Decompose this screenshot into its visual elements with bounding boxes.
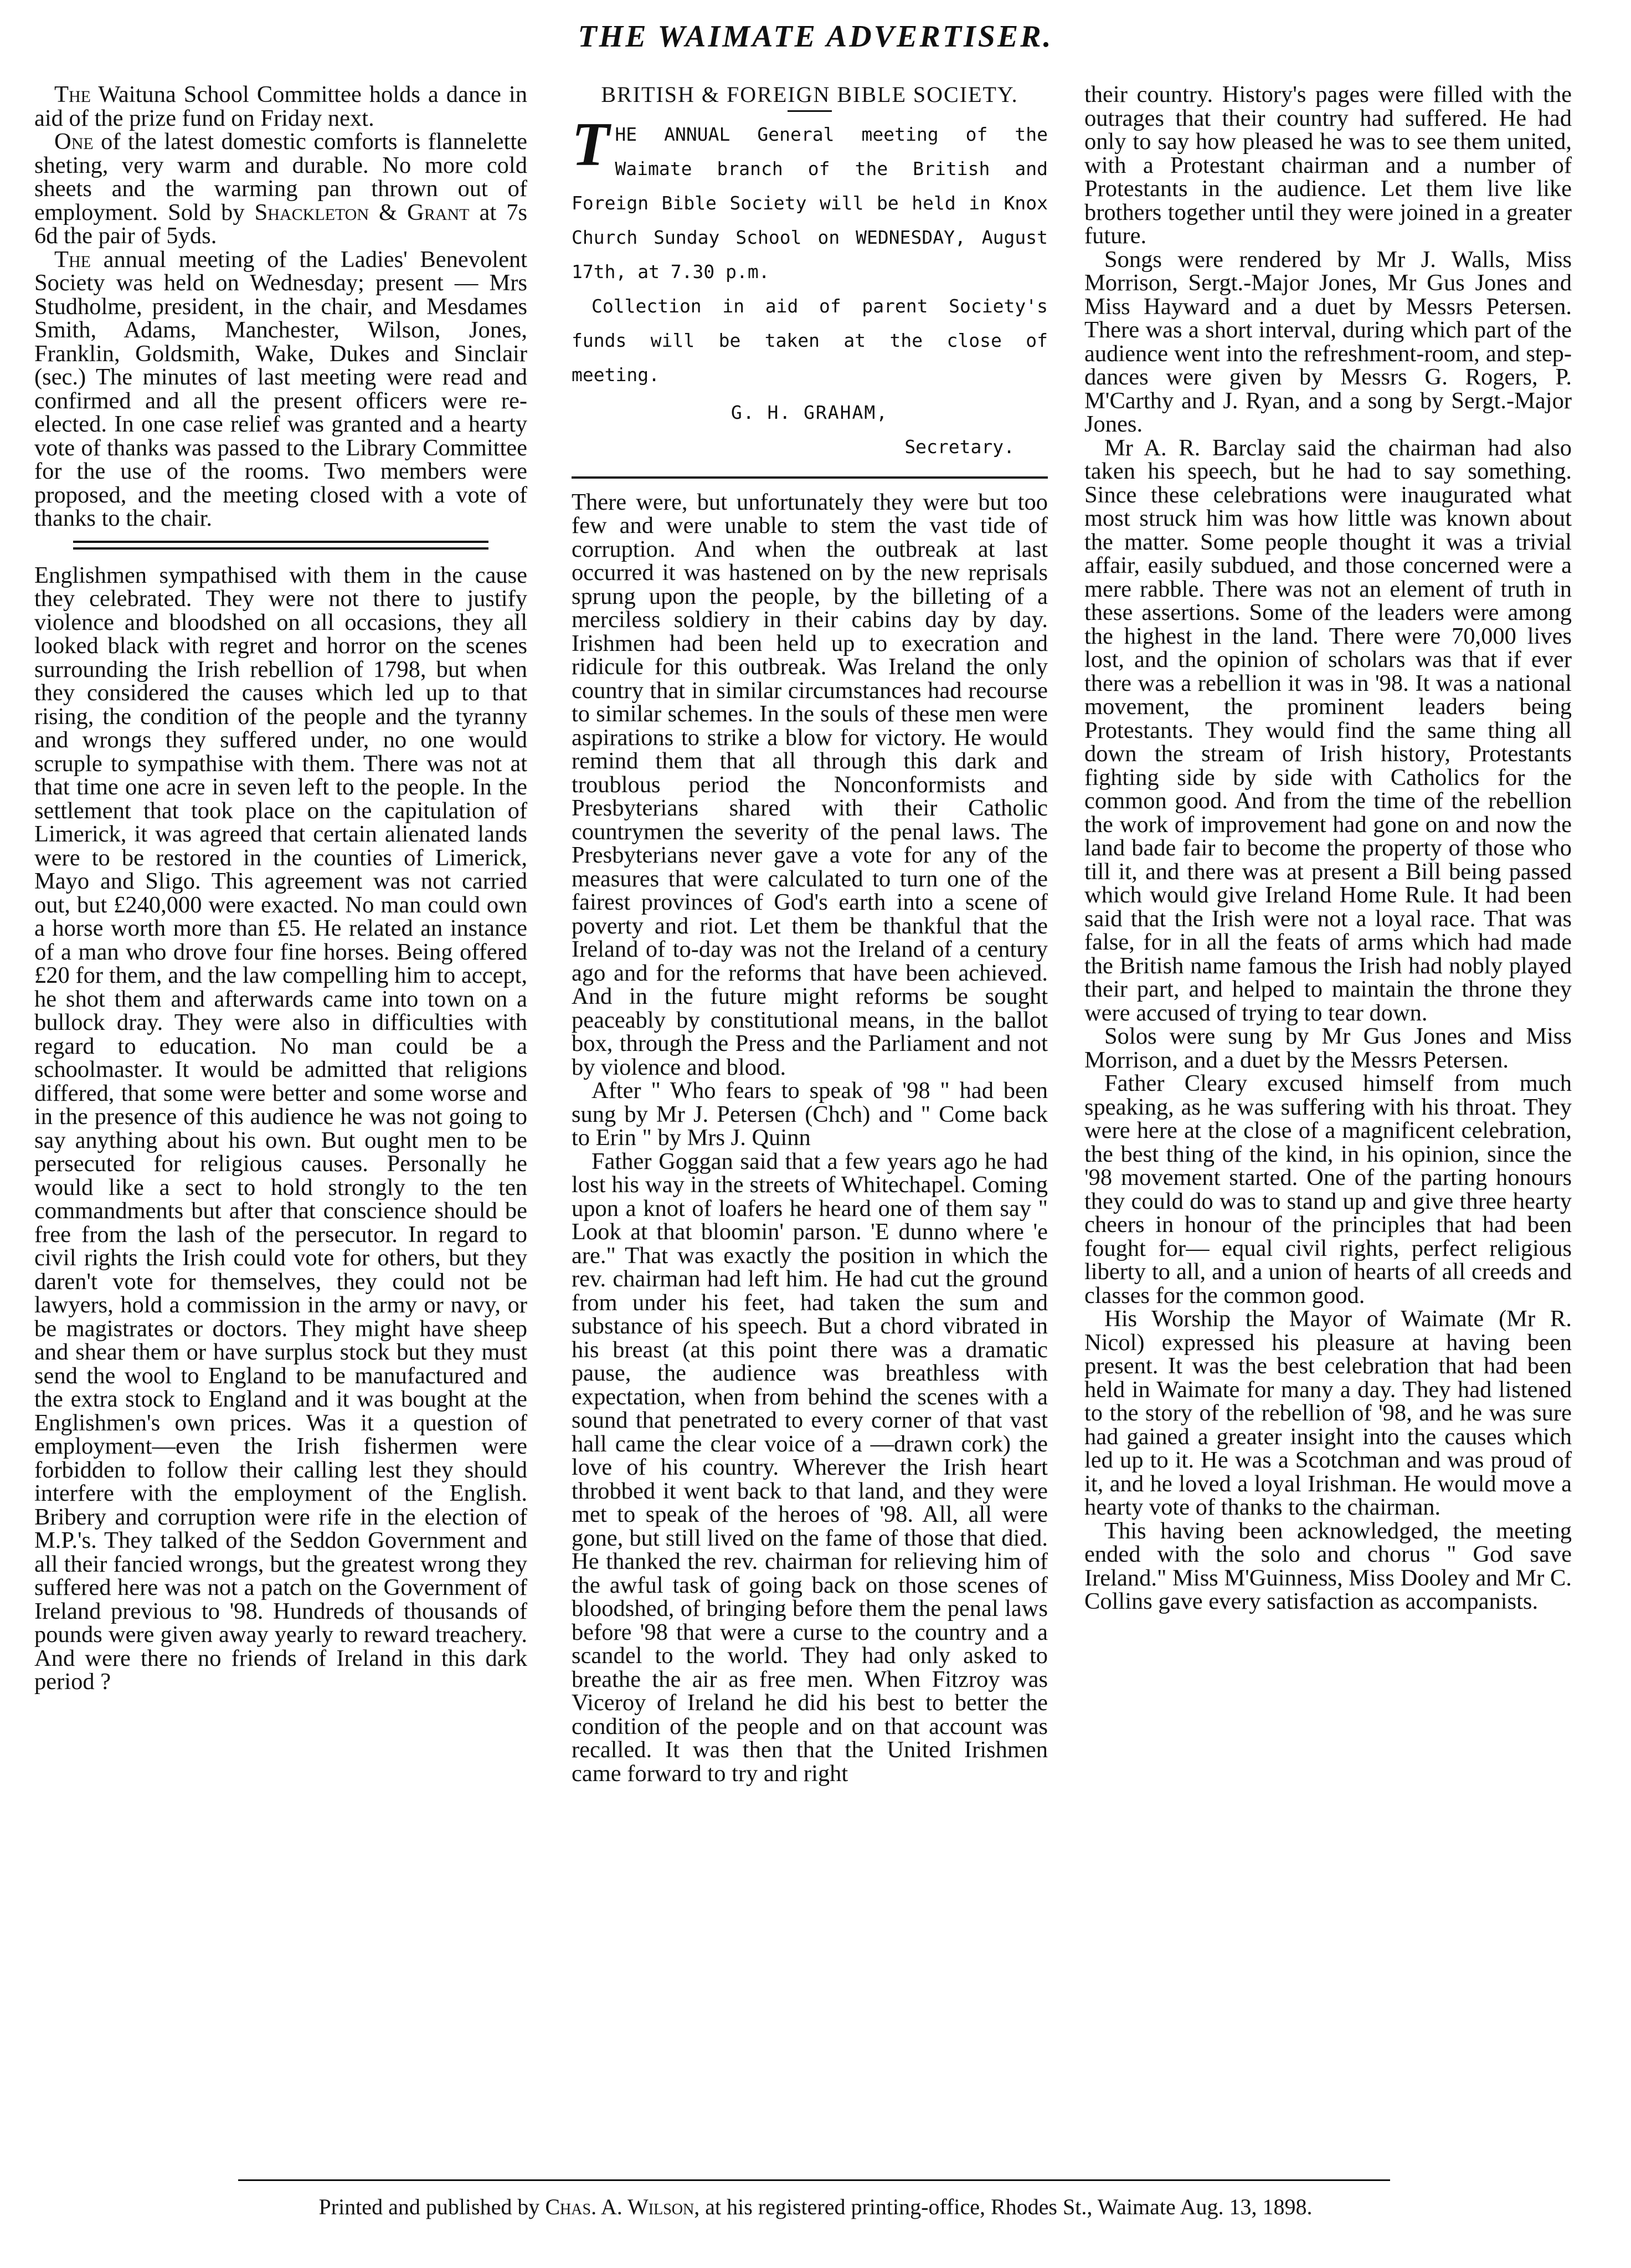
- notice-rule: [788, 110, 832, 112]
- imprint-prefix: Printed and published by: [318, 2194, 540, 2219]
- notice-signatory-title: Secretary.: [904, 435, 1015, 458]
- lead-word: The: [54, 246, 91, 273]
- local-item-waituna: [34, 83, 527, 130]
- imprint-suffix: , at his registered printing-office, Rhodes St., Waimate Aug. 13, 1898.: [694, 2194, 1313, 2219]
- firm-name: Shackleton & Grant: [254, 199, 470, 225]
- masthead: THE WAIMATE ADVERTISER.: [578, 19, 1053, 54]
- article-paragraph: This having been acknowledged, the meeting ended with the solo and chorus " God save Ireland." Miss M'Guinness, Miss Dooley and Mr C. Collins gave every satisfaction as accompanists.: [1084, 1517, 1572, 1614]
- notice-heading: BRITISH & FOREIGN BIBLE SOCIETY.: [601, 82, 1018, 107]
- notice-text: HE ANNUAL General meeting of the Waimate branch of the British and Foreign Bible Society will be held in Knox Church Sunday School on WEDNESDAY, August 17th, at 7.30 p.m.: [572, 123, 1048, 283]
- column-1: [34, 83, 527, 1694]
- item-text-end: at 7s 6d the pair of 5yds.: [34, 199, 528, 249]
- bible-society-notice: [572, 83, 1048, 464]
- article-paragraph: There were, but unfortunately they were but too few and were unable to stem the vast tide of corruption. And when the outbreak at last occurred it was hastened on by the new reprisals sprung upon the people, by the billeting of a merciless soldiery in their cabins day by day. Irishmen had been held up to execration and ridicule for this outbreak. Was Ireland the only country that in similar circumstances had recourse to similar schemes. In the souls of these men were aspirations to strike a blow for victory. He would remind them that all through this dark and troublous period the Nonconformists and Presbyterians shared with their Catholic countrymen the severity of the penal laws. The Presbyterians never gave a vote for any of the measures that were calculated to turn one of the fairest provinces of God's earth into a scene of poverty and riot. Let them be thankful that the Ireland of to-day was not the Ireland of a century ago and for the reforms that have been achieved. And in the future might reforms be sought peaceably by constitutional means, in the ballot box, through the Press and the Parliament and not by violence and blood.: [572, 489, 1048, 1080]
- printer-name: Chas. A. Wilson: [545, 2194, 694, 2219]
- drop-cap: T: [572, 110, 610, 179]
- article-paragraph: Father Cleary excused himself from much speaking, as he was suffering with his throat. They were here at the close of a magnificent celebration, the best thing of the kind, in his opinion, since the '98 movement started. One of the parting honours they could do was to stand up and give three hearty cheers in honour of the principles that had been fought for— equal civil rights, perfect religious liberty to all, and a union of hearts of all creeds and classes for the common good.: [1084, 1070, 1572, 1309]
- column-2: [572, 83, 1048, 1785]
- column-3: [1084, 83, 1572, 1614]
- article-paragraph: Mr A. R. Barclay said the chairman had also taken his speech, but he had to say something. Since these celebrations were inaugurated what most struck him was how little was known about the matter. Some people thought it was a trivial affair, easily subdued, and those concerned were a mere rabble. There was not an element of truth in these assertions. Some of the leaders were among the highest in the land. There were 70,000 lives lost, and the opinion of scholars was that if ever there was a rebellion it was in '98. It was a national movement, the prominent leaders being Protestants. They would find the same thing all down the stream of Irish history, Protestants fighting side by side with Catholics for the common good. And from the time of the rebellion the work of improvement had gone on and now the land bade fair to become the property of those who till it, and there was at present a Bill being passed which would give Ireland Home Rule. It had been said that the Irish were not a loyal race. That was false, for in all the feats of arms which had made the British name famous the Irish had nobly played their part, and helped to maintain the throne they were accused of trying to tear down.: [1084, 434, 1572, 1026]
- article-paragraph: After " Who fears to speak of '98 " had been sung by Mr J. Petersen (Chch) and " Come back to Erin " by Mrs J. Quinn: [572, 1077, 1048, 1151]
- article-paragraph: Songs were rendered by Mr J. Walls, Miss Morrison, Sergt.-Major Jones, Mr Gus Jones and Miss Hayward and a duet by Messrs Petersen. There was a short interval, during which part of the audience went into the refreshment-room, and step-dances were given by Messrs G. Rogers, P. M'Carthy and J. Ryan, and a song by Sergt.-Major Jones.: [1084, 246, 1572, 437]
- article-continuation: Englishmen sympathised with them in the cause they celebrated. They were not there to justify violence and bloodshed on all occasions, they all looked black with regret and horror on the scenes surrounding the Irish rebellion of 1798, but when they considered the causes which led up to that rising, the condition of the people and the tyranny and wrongs they suffered under, no one would scruple to sympathise with them. There was not at that time one acre in seven left to the people. In the settlement that took place on the capitulation of Limerick, it was agreed that certain alienated lands were to be restored in the counties of Limerick, Mayo and Sligo. This agreement was not carried out, but £240,000 were exacted. No man could own a horse worth more than £5. He related an instance of a man who drove four fine horses. Being offered £20 for them, and the law compelling him to accept, he shot them and afterwards came into town on a bullock dray. They were also in difficulties with regard to education. No man could be a schoolmaster. It would be admitted that religions differed, that some were better and some worse and in the presence of this audience he was not going to say anything about his own. But ought men to be persecuted for religious causes. Personally he would like a sect to hold strongly to the ten commandments but after that conscience should be free from the lash of the persecutor. In regard to civil rights the Irish could vote for others, but they daren't vote for themselves, they could not be lawyers, hold a commission in the army or navy, or be magistrates or doctors. They might have sheep and shear them or have surplus stock but they must send the wool to England to be manufactured and the extra stock to England and it was bought at the Englishmen's own prices. Was it a question of employment—even the Irish fishermen were forbidden to follow their calling lest they should interfere with the employment of the English. Bribery and corruption were rife in the election of M.P.'s. They talked of the Seddon Government and all their fancied wrongs, but the greatest wrong they suffered here was not a patch on the Government of Ireland previous to '98. Hundreds of thousands of pounds were given away yearly to reward treachery. And were there no friends of Ireland in this dark period ?: [34, 562, 527, 1695]
- notice-signature: G. H. GRAHAM,: [730, 401, 889, 423]
- section-divider: [572, 476, 1048, 479]
- item-text: annual meeting of the Ladies' Benevolent Society was held on Wednesday; present — Mrs Studholme, president, in the chair, and Mesdames Smith, Adams, Manchester, Wilson, Jones, Franklin, Goldsmith, Wake, Dukes and Sinclair (sec.) The minutes of last meeting were read and confirmed and all the present officers were re-elected. In one case relief was granted and a hearty vote of thanks was passed to the Library Committee for the use of the rooms. Two members were proposed, and the meeting closed with a vote of thanks to the chair.: [34, 246, 527, 531]
- article-paragraph: Father Goggan said that a few years ago he had lost his way in the streets of Whitechapel. Coming upon a knot of loafers he heard one of them say " Look at that bloomin' parson. 'E dunno where 'e are." That was exactly the position in which the rev. chairman had left him. He had cut the ground from under his feet, had taken the sum and substance of his speech. But a chord vibrated in his breast (at this point there was a dramatic pause, the audience was breathless with expectation, when from behind the scenes with a sound that penetrated to every corner of that vast hall came the clear voice of a —drawn cork) the love of his country. Wherever the Irish heart throbbed it went back to that land, and they were met to speak of the heroes of '98. All, all were gone, but still lived on the fame of those that died. He thanked the rev. chairman for relieving him of the awful task of going back on those scenes of bloodshed, of bringing before them the penal laws before '98 that were a curse to the country and a scandel to the world. They had only asked to breathe the air as free men. When Fitzroy was Viceroy of Ireland he did his best to better the condition of the people and on that account was recalled. It was then that the United Irishmen came forward to try and right: [572, 1148, 1048, 1787]
- footer-rule: [238, 2179, 1390, 2181]
- article-paragraph: His Worship the Mayor of Waimate (Mr R. Nicol) expressed his pleasure at having been present. It was the best celebration that had been held in Waimate for many a day. They had listened to the story of the rebellion of '98, and he was sure had gained a greater insight into the causes which led up to it. He was a Scotchman and was proud of it, and he loved a loyal Irishman. He would move a hearty vote of thanks to the chairman.: [1084, 1306, 1572, 1520]
- local-item-flannelette: [34, 130, 527, 248]
- lead-word: The: [54, 81, 91, 107]
- item-text: Waituna School Committee holds a dance in aid of the prize fund on Friday next.: [34, 81, 527, 131]
- item-text: of the latest domestic comforts is flannelette sheting, very warm and durable. No more cold sheets and the warming pan thrown out of employment. Sold by: [34, 129, 528, 225]
- section-divider: [73, 541, 488, 550]
- notice-collection: Collection in aid of parent Society's funds will be taken at the close of meeting.: [572, 295, 1048, 386]
- imprint-footer: [0, 2194, 1631, 2220]
- article-paragraph: their country. History's pages were filled with the outrages that their country had suffered. He had only to say how pleased he was to see them united, with a Protestant chairman and a number of Protestants in the audience. Let them live like brothers together until they were joined in a greater future.: [1084, 81, 1572, 249]
- article-paragraph: Solos were sung by Mr Gus Jones and Miss Morrison, and a duet by the Messrs Petersen.: [1084, 1023, 1572, 1073]
- lead-word: One: [54, 129, 94, 155]
- local-item-benevolent-society: [34, 248, 527, 531]
- notice-body: [572, 110, 1048, 464]
